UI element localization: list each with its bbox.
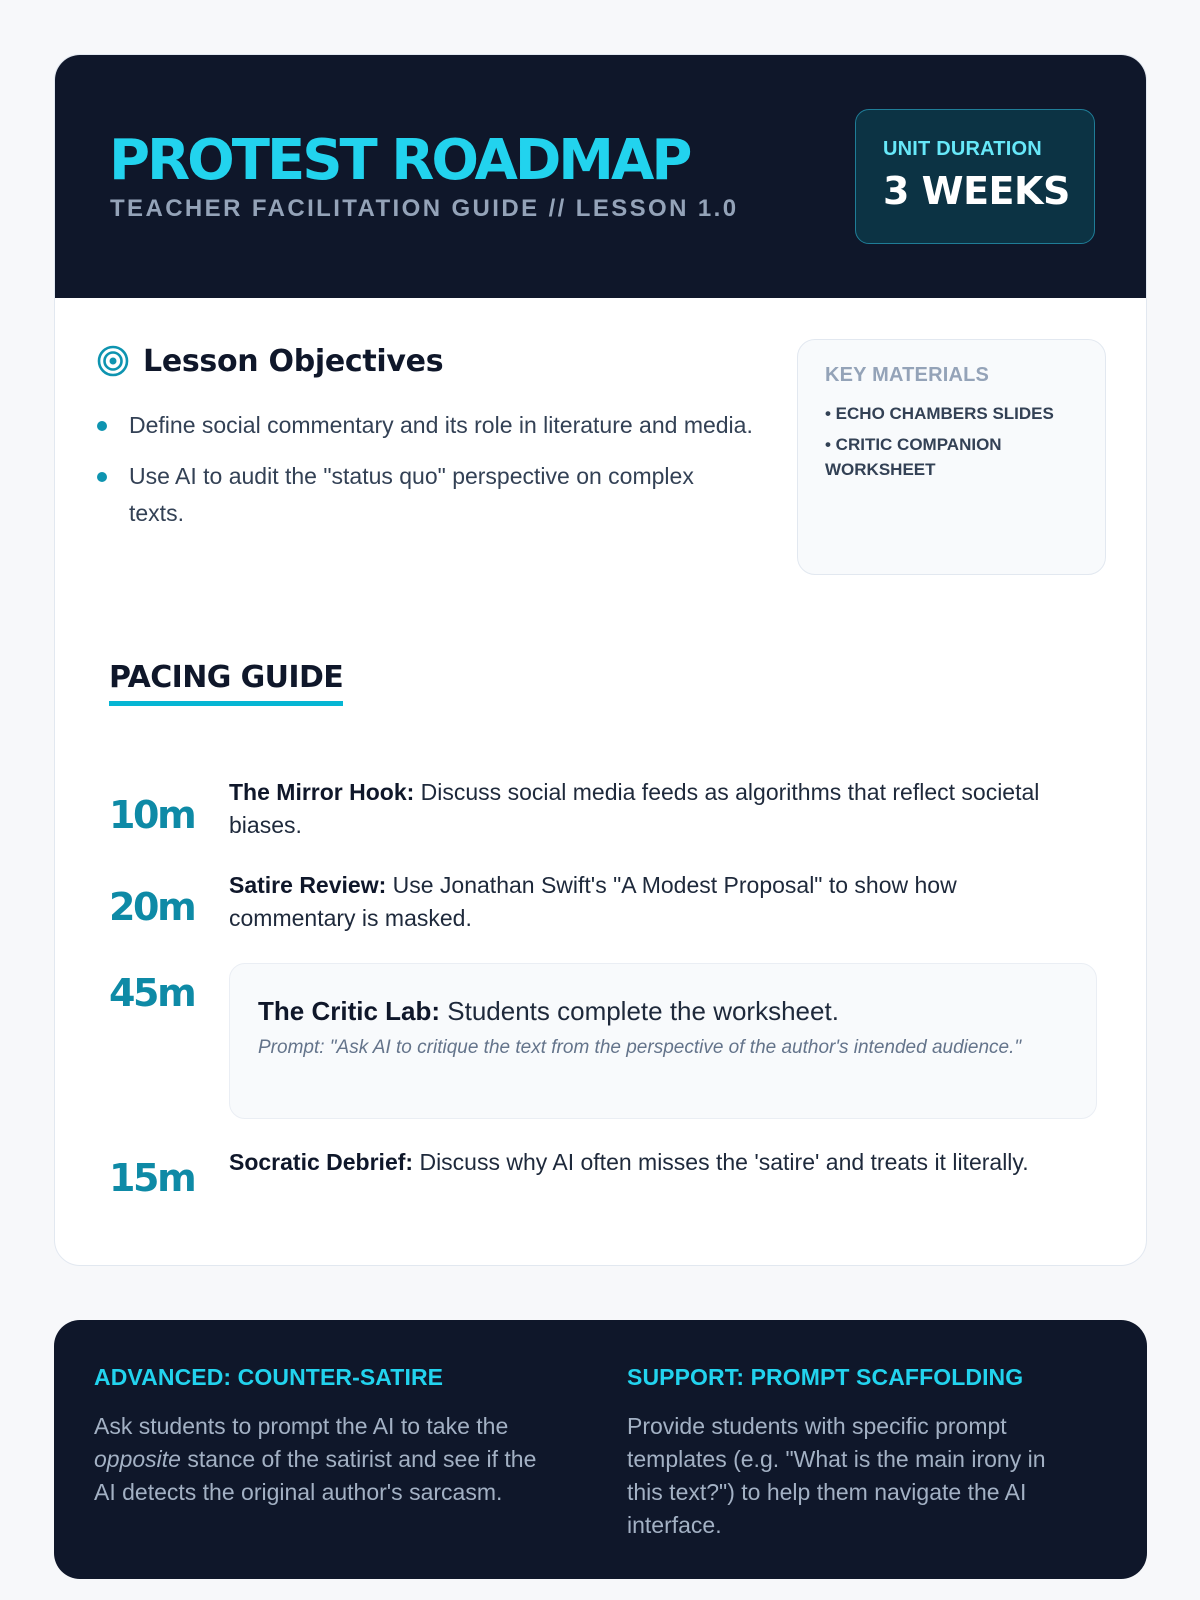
pacing-step-text: Discuss why AI often misses the 'satire' and treats it literally. (419, 1149, 1029, 1175)
pacing-time: 45m (109, 971, 195, 1015)
unit-duration-value: 3 WEEKS (883, 169, 1070, 213)
pacing-step-label: Satire Review: (229, 872, 387, 898)
objective-text: Use AI to audit the "status quo" perspective on complex texts. (129, 463, 694, 526)
advanced-section (94, 1364, 554, 1509)
advanced-text-part: stance of the satirist and see if the AI detects the original author's sarcasm. (94, 1446, 537, 1505)
objective-item (95, 458, 755, 532)
support-title: SUPPORT: PROMPT SCAFFOLDING (627, 1364, 1024, 1390)
material-item: • CRITIC COMPANION WORKSHEET (825, 435, 1002, 479)
pacing-step-label: The Critic Lab: (258, 996, 441, 1026)
pacing-time: 10m (109, 793, 195, 837)
key-materials-box (797, 339, 1106, 575)
key-materials-list (825, 401, 1079, 482)
bullet-icon (97, 421, 107, 431)
pacing-description (229, 776, 1089, 842)
advanced-text-part: Ask students to prompt the AI to take the (94, 1413, 509, 1439)
pacing-step-text: Students complete the worksheet. (447, 996, 839, 1026)
lesson-card (54, 54, 1147, 1266)
pacing-time: 15m (109, 1156, 195, 1200)
objective-item (95, 407, 755, 444)
key-materials-title: KEY MATERIALS (825, 364, 990, 386)
advanced-text (94, 1410, 554, 1509)
header-banner (55, 55, 1146, 298)
pacing-step-label: Socratic Debrief: (229, 1149, 414, 1175)
pacing-step-text: Use Jonathan Swift's "A Modest Proposal" to show how commentary is masked. (229, 872, 957, 931)
unit-duration-badge (855, 109, 1095, 244)
page-subtitle: TEACHER FACILITATION GUIDE // LESSON 1.0 (110, 195, 739, 222)
objectives-list (95, 407, 755, 532)
objectives-heading (97, 341, 443, 381)
pacing-guide-title: PACING GUIDE (109, 660, 343, 706)
pacing-step-text: Discuss social media feeds as algorithms that reflect societal biases. (229, 779, 1040, 838)
target-icon (97, 345, 129, 377)
advanced-title: ADVANCED: COUNTER-SATIRE (94, 1364, 444, 1390)
material-item: • ECHO CHAMBERS SLIDES (825, 404, 1054, 423)
support-section (627, 1364, 1087, 1542)
support-text: Provide students with specific prompt templates (e.g. "What is the main irony in this text?") to help them navigate the AI interface. (627, 1413, 1046, 1538)
critic-lab-box (229, 963, 1097, 1119)
pacing-description (229, 869, 1089, 935)
pacing-step-label: The Mirror Hook: (229, 779, 415, 805)
unit-duration-label: UNIT DURATION (883, 138, 1042, 160)
differentiation-footer (54, 1320, 1147, 1579)
objectives-title: Lesson Objectives (143, 343, 444, 379)
objective-text: Define social commentary and its role in literature and media. (129, 412, 753, 438)
bullet-icon (97, 472, 107, 482)
ai-prompt-text: Prompt: "Ask AI to critique the text from the perspective of the author's intended audience." (258, 1037, 1022, 1058)
pacing-description (258, 994, 1068, 1028)
pacing-description (229, 1146, 1089, 1179)
pacing-time: 20m (109, 885, 195, 929)
advanced-text-emphasis: opposite (94, 1446, 181, 1472)
page-title: PROTEST ROADMAP (109, 128, 690, 193)
